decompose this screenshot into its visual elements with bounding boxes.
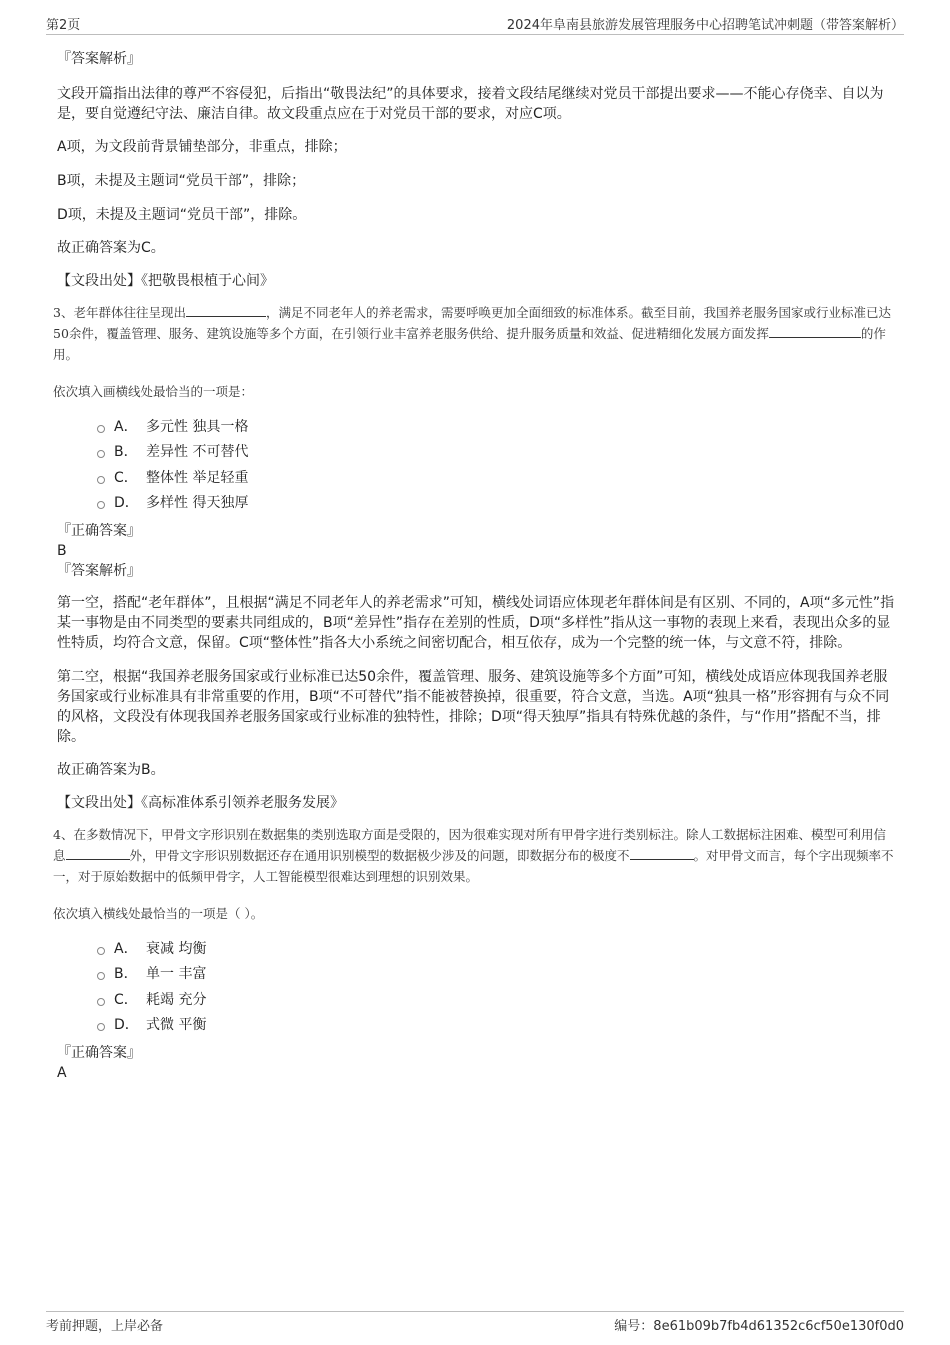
page-header bbox=[46, 14, 904, 35]
option-a[interactable]: A． 多元性 独具一格 bbox=[97, 414, 895, 440]
question-4-options bbox=[57, 936, 895, 1038]
question-4-answer-label: 『正确答案』 bbox=[57, 1045, 141, 1061]
option-b[interactable]: B． 单一 丰富 bbox=[97, 962, 895, 988]
question-3-conclusion: 故正确答案为B。 bbox=[57, 762, 165, 778]
document-title: 2024年阜南县旅游发展管理服务中心招聘笔试冲刺题（带答案解析） bbox=[506, 18, 904, 33]
radio-icon[interactable] bbox=[97, 1023, 105, 1031]
question-4-answer: A bbox=[57, 1065, 67, 1081]
question-3-analysis-p1: 第一空，搭配“老年群体”，且根据“满足不同老年人的养老需求”可知，横线处词语应体现老年群体间是有区别、不同的，A项“多元性”指某一事物是由不同类型的要素共同组成的，B项“差异性”指存在差别的性质，D项“多样性”指从这一事物的表现上来看，表现出众多的显性特质，均符合文意，保留。C项“整体性”指各大小系统之间密切配合，相互依存，成为一个完整的统一体，与文意不符，排除。 bbox=[57, 595, 895, 651]
blank-2 bbox=[630, 845, 694, 860]
question-3-analysis-p2: 第二空，根据“我国养老服务国家或行业标准已达50余件，覆盖管理、服务、建筑设施等多个方面”可知，横线处成语应体现我国养老服务国家或行业标准具有非常重要的作用，B项“不可替代”指不能被替换掉，很重要，符合文意，当选。A项“独具一格”形容拥有与众不同的风格，文段没有体现我国养老服务国家或行业标准的独特性，排除；D项“得天独厚”指具有特殊优越的条件，与“作用”搭配不当，排除。 bbox=[57, 669, 890, 745]
blank-2 bbox=[769, 323, 861, 338]
page-number: 第2页 bbox=[46, 18, 81, 33]
option-d[interactable]: D． 多样性 得天独厚 bbox=[97, 491, 895, 517]
radio-icon[interactable] bbox=[97, 450, 105, 458]
option-c[interactable]: C． 耗竭 充分 bbox=[97, 987, 895, 1013]
question-3-options bbox=[57, 414, 895, 516]
prev-analysis-p1: 文段开篇指出法律的尊严不容侵犯，后指出“敬畏法纪”的具体要求，接着文段结尾继续对党员干部提出要求——不能心存侥幸、自以为是，要自觉遵纪守法、廉洁自律。故文段重点应在于对党员干部的要求，对应C项。 bbox=[57, 86, 884, 122]
question-4-prompt: 依次填入横线处最恰当的一项是（ ）。 bbox=[53, 906, 264, 921]
question-3-prompt: 依次填入画横线处最恰当的一项是： bbox=[53, 384, 254, 399]
prev-source: 【文段出处】《把敬畏根植于心间》 bbox=[57, 273, 274, 289]
option-b[interactable]: B． 差异性 不可替代 bbox=[97, 440, 895, 466]
page-content bbox=[53, 45, 895, 1083]
option-a[interactable]: A． 衰减 均衡 bbox=[97, 936, 895, 962]
prev-analysis-p3: B项，未提及主题词“党员干部”，排除； bbox=[57, 173, 306, 189]
radio-icon[interactable] bbox=[97, 425, 105, 433]
page-footer bbox=[46, 1311, 904, 1334]
question-4-stem: 4、在多数情况下，甲骨文字形识别在数据集的类别选取方面是受限的，因为很难实现对所有甲骨字进行类别标注。除人工数据标注困难、模型可利用信息 外，甲骨文字形识别数据还存在通用识别模型的数据极少涉及的问题，即数据分布的极度不 。对甲骨文而言，每个字出现频率不一，对于原始数据中的低频甲骨字，人工智能模型很难达到理想的识别效果。 bbox=[53, 827, 894, 884]
radio-icon[interactable] bbox=[97, 998, 105, 1006]
question-3-stem: 3、老年群体往往呈现出 ，满足不同老年人的养老需求，需要呼唤更加全面细致的标准体系。截至目前，我国养老服务国家或行业标准已达50余件，覆盖管理、服务、建筑设施等多个方面，在引领行业丰富养老服务供给、提升服务质量和效益、促进精细化发展方面发挥 的作用。 bbox=[53, 302, 895, 365]
prev-analysis-p2: A项，为文段前背景铺垫部分，非重点，排除； bbox=[57, 139, 347, 155]
prev-conclusion: 故正确答案为C。 bbox=[57, 240, 165, 256]
question-3-answer: B bbox=[57, 543, 67, 559]
footer-slogan: 考前押题，上岸必备 bbox=[46, 1319, 164, 1334]
prev-analysis-p4: D项，未提及主题词“党员干部”，排除。 bbox=[57, 207, 307, 223]
radio-icon[interactable] bbox=[97, 972, 105, 980]
question-3-answer-label: 『正确答案』 bbox=[57, 523, 141, 539]
radio-icon[interactable] bbox=[97, 947, 105, 955]
blank-1 bbox=[66, 845, 130, 860]
option-c[interactable]: C． 整体性 举足轻重 bbox=[97, 465, 895, 491]
question-3-analysis-label: 『答案解析』 bbox=[57, 563, 141, 579]
document-serial: 编号：8e61b09b7fb4d61352c6cf50e130f0d0 bbox=[614, 1319, 904, 1334]
radio-icon[interactable] bbox=[97, 476, 105, 484]
prev-analysis-label: 『答案解析』 bbox=[57, 51, 141, 67]
question-3-source: 【文段出处】《高标准体系引领养老服务发展》 bbox=[57, 795, 344, 811]
radio-icon[interactable] bbox=[97, 501, 105, 509]
option-d[interactable]: D． 式微 平衡 bbox=[97, 1013, 895, 1039]
blank-1 bbox=[186, 302, 266, 317]
